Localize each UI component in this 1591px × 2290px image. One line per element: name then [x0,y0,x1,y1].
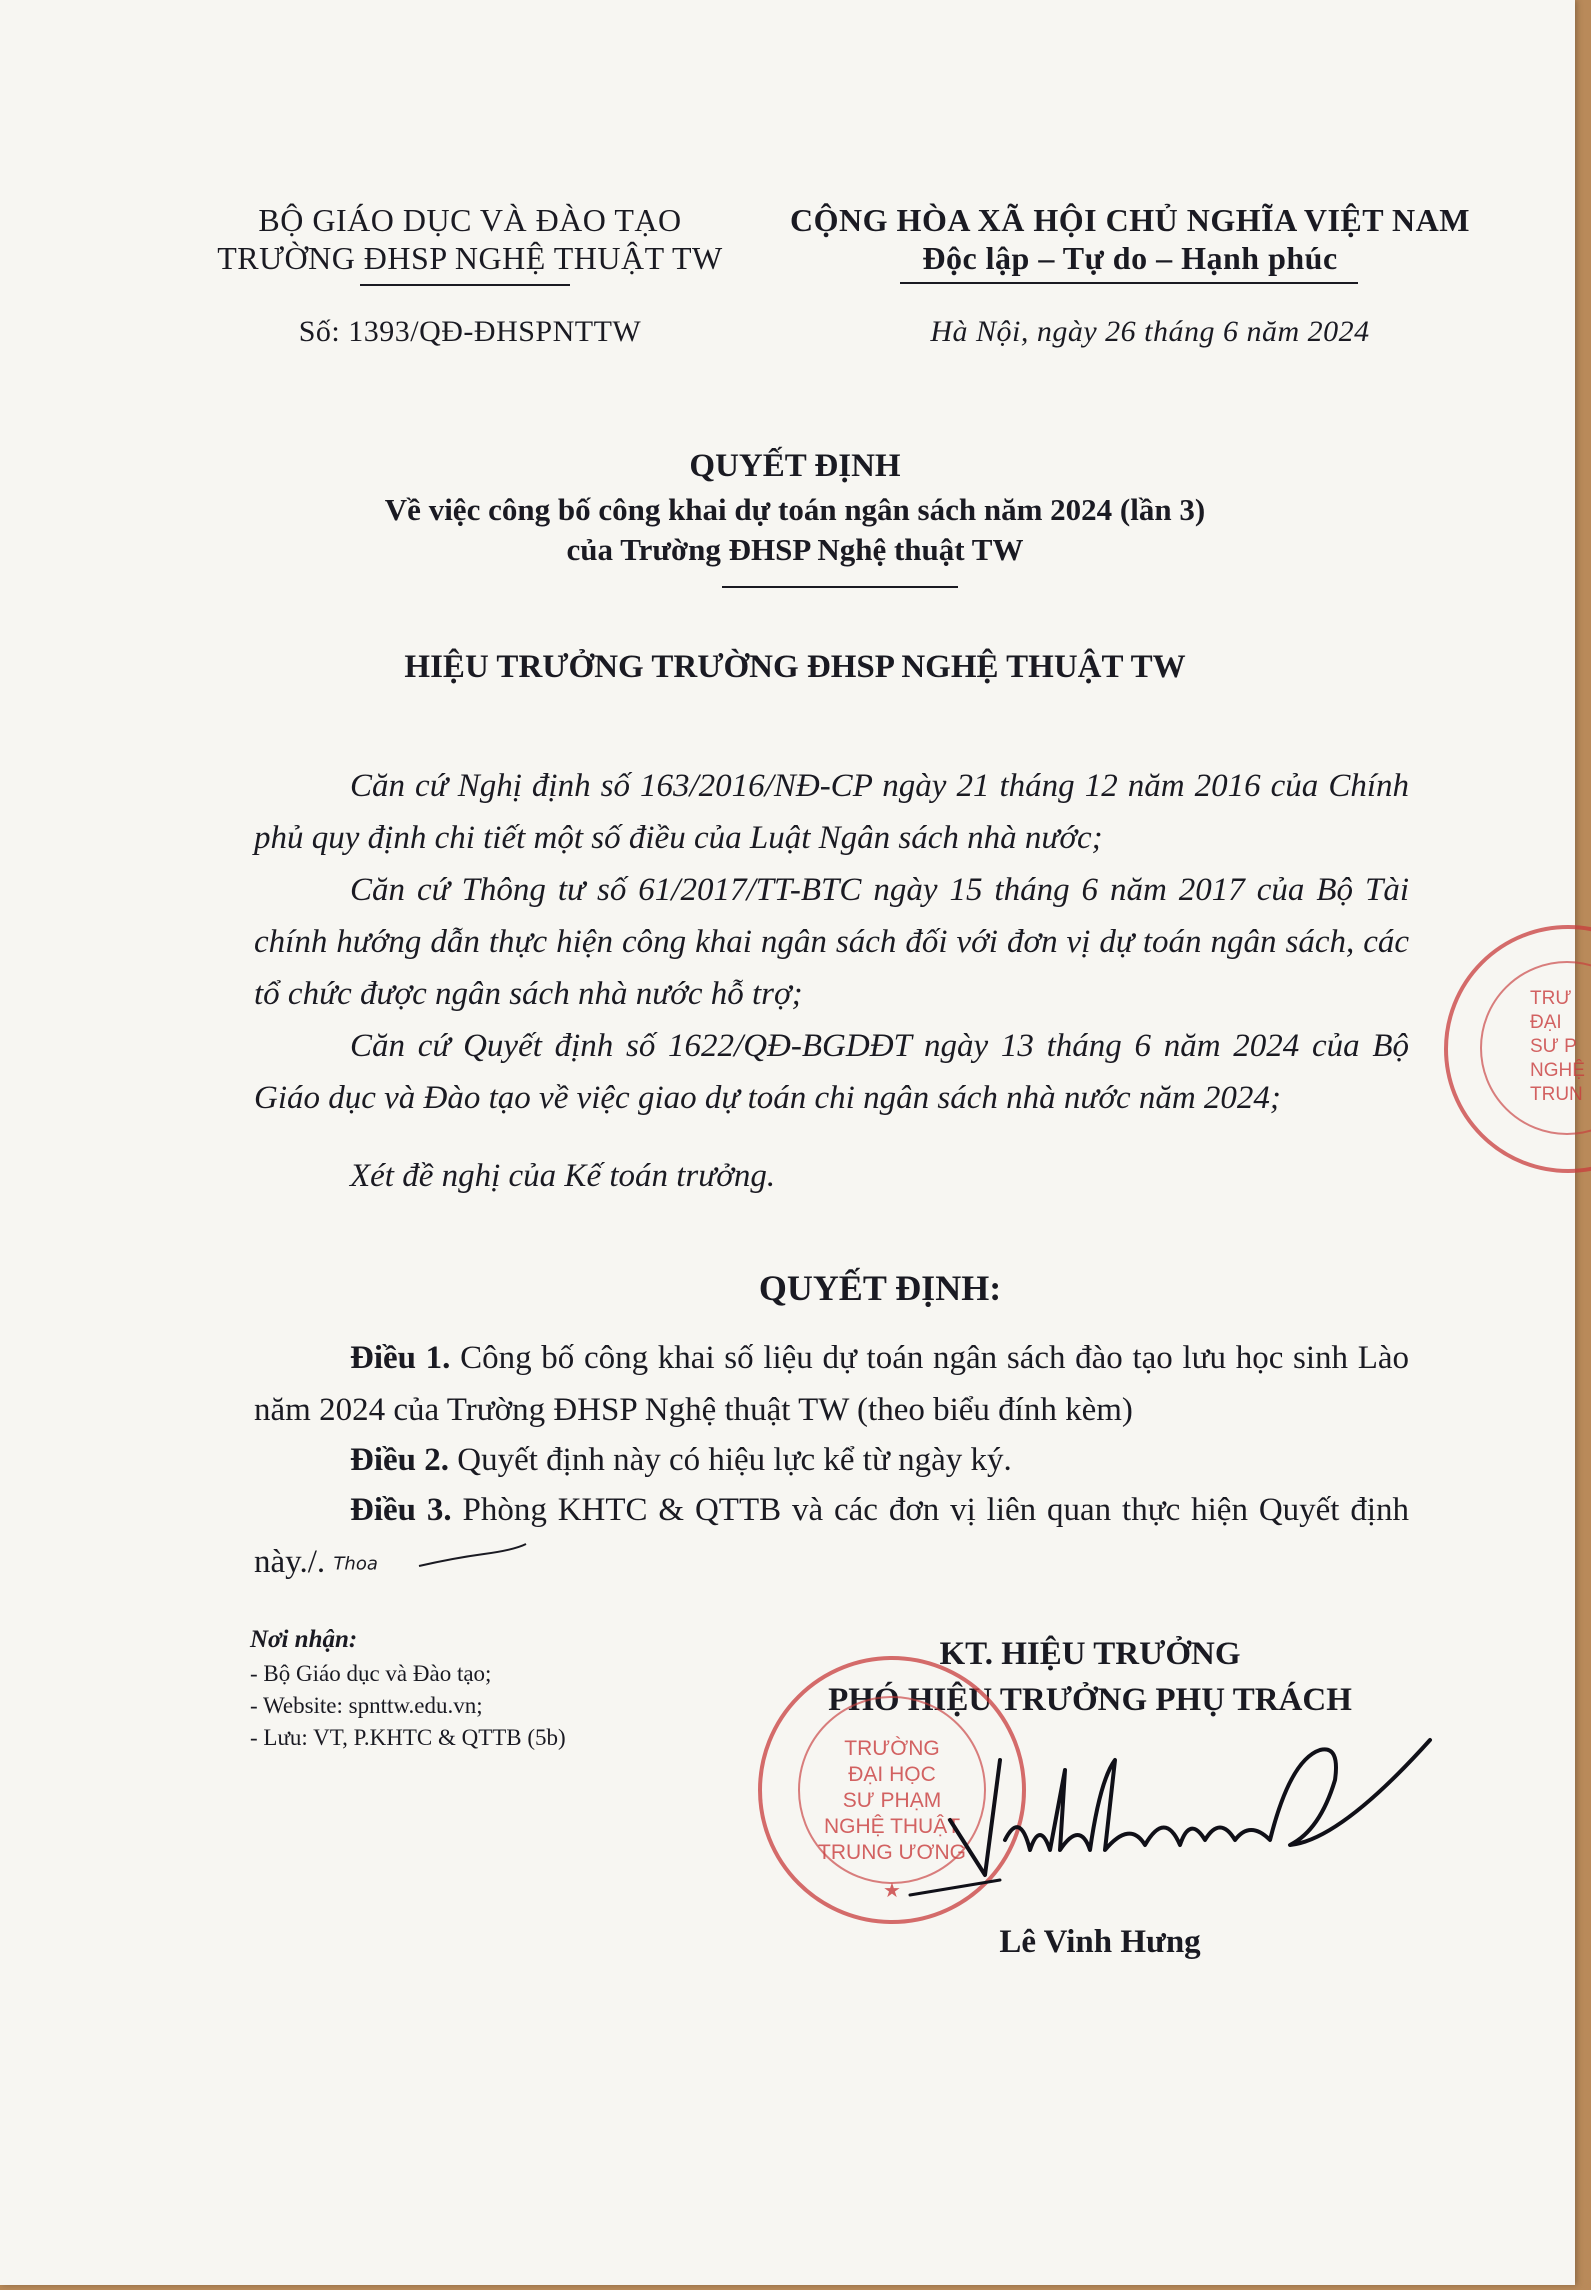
decision-title: QUYẾT ĐỊNH [689,448,901,484]
article-1-text: Công bố công khai số liệu dự toán ngân sách đào tạo lưu học sinh Lào năm 2024 của Trường ĐHSP Nghệ thuật TW (theo biểu đính kèm) [254,1340,1410,1428]
seal-line: TRƯỜNG [844,1737,940,1760]
basis-1-text: Căn cứ Nghị định số 163/2016/NĐ-CP ngày 21 tháng 12 năm 2016 của Chính phủ quy định chi tiết một số điều của Luật Ngân sách nhà nước; [254,768,1409,856]
title-underline [722,586,958,588]
recipients-heading: Nơi nhận: [250,1626,358,1653]
recipient-item: - Website: spnttw.edu.vn; [250,1693,483,1718]
basis-3 [254,1020,1409,1124]
motto-underline [900,282,1358,284]
seal-line: SƯ PHẠM [842,1789,942,1812]
edge-seal-line: ĐẠI [1530,1012,1562,1033]
handwritten-signature [890,1700,1450,1900]
edge-seal-center-text [1530,987,1591,1107]
basis-4 [254,1150,1409,1202]
basis-2-text: Căn cứ Thông tư số 61/2017/TT-BTC ngày 15 tháng 6 năm 2017 của Bộ Tài chính hướng dẫn thực hiện công khai ngân sách đối với đơn vị dự toán ngân sách, các tổ chức được ngân sách nhà nước hỗ trợ; [254,872,1409,1012]
basis-2 [254,864,1409,1020]
seal-line: NGHỆ THUẬT [823,1815,961,1838]
signer-name: Lê Vinh Hưng [999,1924,1201,1960]
article-2-text: Quyết định này có hiệu lực kể từ ngày ký. [457,1442,1012,1478]
basis-3-text: Căn cứ Quyết định số 1622/QĐ-BGDĐT ngày 13 tháng 6 năm 2024 của Bộ Giáo dục và Đào tạo về việc giao dự toán chi ngân sách nhà nước năm 2024; [254,1028,1409,1116]
article-2 [254,1434,1409,1486]
decision-heading: QUYẾT ĐỊNH: [758,1268,1002,1308]
seal-line: ĐẠI HỌC [848,1763,936,1786]
ministry-name: BỘ GIÁO DỤC VÀ ĐÀO TẠO [258,202,682,238]
edge-seal-line: NGHỆ [1530,1060,1585,1081]
recipients-block [250,1622,770,1754]
seal-star-icon: ★ [883,1880,901,1902]
edge-seal-line: SƯ P [1530,1036,1577,1057]
article-3-label: Điều 3. [350,1492,452,1528]
edge-seal-line: TRƯ [1530,988,1572,1009]
national-motto: Độc lập – Tự do – Hạnh phúc [922,240,1338,276]
initials-stroke [414,1536,534,1576]
initials-handwritten: Thoa [333,1553,378,1575]
article-3-text: Phòng KHTC & QTTB và các đơn vị liên quan thực hiện Quyết định này./. [254,1492,1410,1580]
place-date: Hà Nội, ngày 26 tháng 6 năm 2024 [930,315,1370,348]
article-2-label: Điều 2. [350,1442,449,1478]
signature-title-line2: PHÓ HIỆU TRƯỞNG PHỤ TRÁCH [828,1682,1352,1718]
seal-line: TRUNG ƯƠNG [818,1841,966,1864]
decision-subject-line1: Về việc công bố công khai dự toán ngân sách năm 2024 (lần 3) [384,492,1206,527]
edge-seal-line: TRUN [1530,1084,1583,1105]
basis-1 [254,760,1409,864]
document-number: Số: 1393/QĐ-ĐHSPNTTW [298,315,642,348]
basis-4-text: Xét đề nghị của Kế toán trưởng. [350,1158,776,1194]
recipient-item: - Lưu: VT, P.KHTC & QTTB (5b) [250,1725,566,1750]
edge-seal [1444,925,1591,1173]
school-name-underline [360,284,570,286]
decision-subject-line2: của Trường ĐHSP Nghệ thuật TW [566,532,1024,567]
republic-name: CỘNG HÒA XÃ HỘI CHỦ NGHĨA VIỆT NAM [790,202,1470,238]
signature-title-line1: KT. HIỆU TRƯỞNG [939,1636,1241,1672]
article-1-label: Điều 1. [350,1340,451,1376]
recipient-item: - Bộ Giáo dục và Đào tạo; [250,1661,492,1686]
issuing-authority: HIỆU TRƯỞNG TRƯỜNG ĐHSP NGHỆ THUẬT TW [404,649,1186,685]
article-1 [254,1332,1409,1436]
school-name: TRƯỜNG ĐHSP NGHỆ THUẬT TW [217,240,723,276]
